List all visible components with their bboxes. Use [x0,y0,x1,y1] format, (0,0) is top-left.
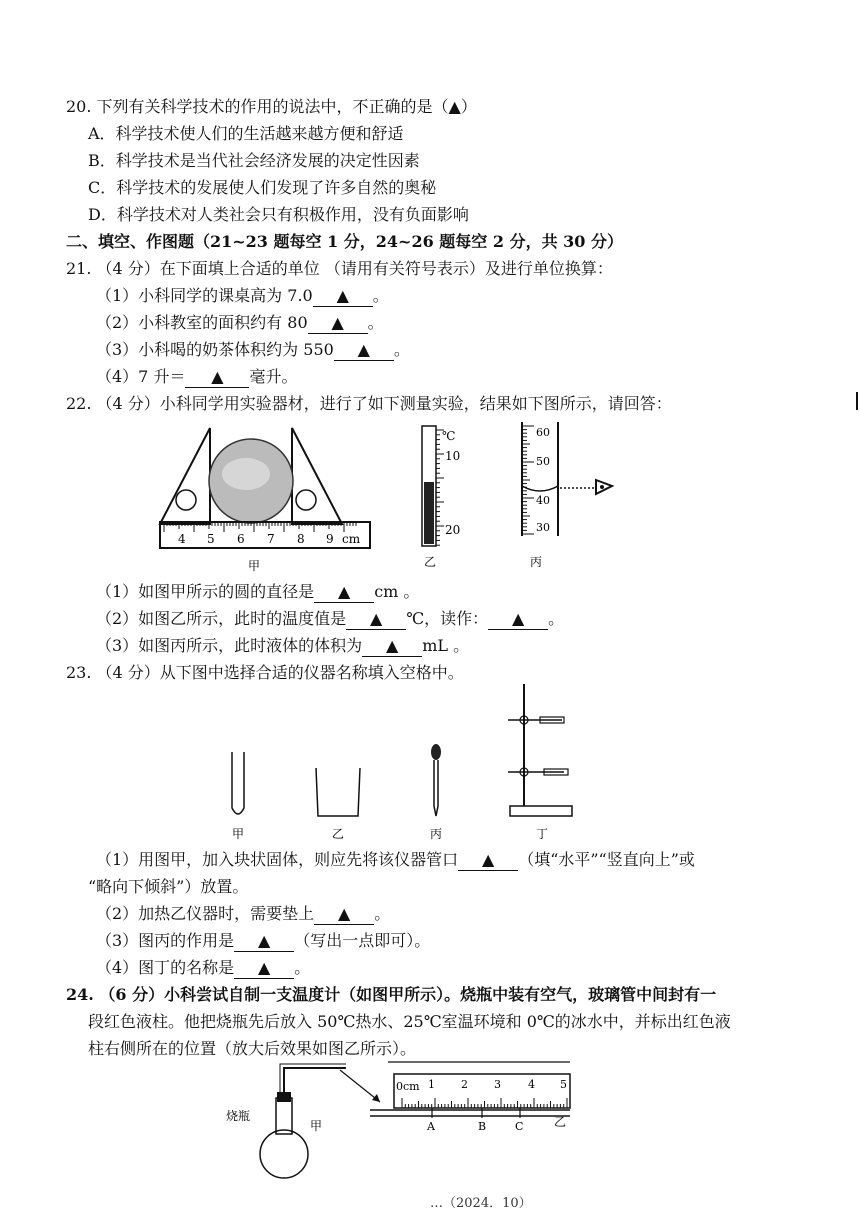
answer-blank[interactable]: ▲ [488,609,548,630]
answer-blank[interactable]: ▲ [185,367,249,388]
q24-figure [220,1058,580,1184]
scale-tick-label: 1 [428,1078,435,1091]
answer-blank[interactable]: ▲ [458,850,518,871]
answer-blank[interactable]: ▲ [308,313,368,334]
cylinder-tick-label: 60 [536,426,550,439]
q24-line-1: 24. （6 分）小科尝试自制一支温度计（如图甲所示）。烧瓶中装有空气，玻璃管中间封有一 [66,985,717,1004]
q23-item-1-cont: “略向下倾斜”）放置。 [88,877,249,896]
figure-label-yi: 乙 [554,1115,567,1129]
dropper-icon [430,744,442,841]
q23-item-3: （3）图丙的作用是 ▲ （写出一点即可）。 [96,931,431,950]
figure-label-yi: 乙 [424,555,437,569]
iron-stand-icon [508,684,572,841]
figure-label-jia: 甲 [232,827,245,841]
ruler-tick-label: 8 [297,532,305,546]
q24-line-2: 段红色液柱。他把烧瓶先后放入 50℃热水、25℃室温环境和 0℃的冰水中，并标出红色液 [88,1012,731,1031]
scale-tick-label: 5 [560,1078,567,1091]
q24-line-3: 柱右侧所在的位置（放大后效果如图乙所示）。 [88,1039,417,1058]
scale-tick-label: 2 [461,1078,468,1091]
thermo-tick-label: 20 [445,523,461,537]
flask-icon [260,1130,308,1178]
cylinder-tick-label: 30 [536,521,550,534]
ruler-tick-label: 7 [267,532,275,546]
figure-label-yi: 乙 [332,827,345,841]
point-b-label: B [478,1120,487,1133]
test-tube-icon [232,752,244,841]
answer-blank[interactable]: ▲ [314,582,374,603]
footer-text: …（2024．10） [430,1196,532,1211]
q23-item-4: （4）图丁的名称是 ▲ 。 [96,958,311,977]
q21-item-3: （3）小科喝的奶茶体积约为 550 ▲ 。 [96,340,410,359]
q20-option-b: B．科学技术是当代社会经济发展的决定性因素 [88,151,420,170]
edge-mark [856,392,858,410]
cylinder-figure [522,422,612,569]
q22-item-3: （3）如图丙所示，此时液体的体积为 ▲ mL 。 [96,636,470,655]
q22-item-1: （1）如图甲所示的圆的直径是 ▲ cm 。 [96,582,420,601]
thermometer-figure [422,426,460,569]
q21-stem: 21. （4 分）在下面填上合适的单位 （请用有关符号表示）及进行单位换算： [66,259,613,278]
answer-blank[interactable]: ▲ [234,958,294,979]
ruler-figure [160,428,370,573]
section-title: 二、填空、作图题（21~23 题每空 1 分，24~26 题每空 2 分，共 30 分） [66,232,623,251]
q20-option-d: D．科学技术对人类社会只有积极作用，没有负面影响 [88,205,469,224]
thermo-unit: ℃ [442,429,456,443]
answer-blank[interactable]: ▲ [234,931,294,952]
answer-blank[interactable]: ▲ [313,286,373,307]
q23-item-1: （1）用图甲，加入块状固体，则应先将该仪器管口 ▲ （填“水平”“竖直向上”或 [96,850,695,869]
figure-label-ding: 丁 [536,827,549,841]
scale-tick-label: 4 [528,1078,535,1091]
point-c-label: C [515,1120,524,1133]
q21-item-1: （1）小科同学的课桌高为 7.0 ▲ 。 [96,286,389,305]
scale-figure [370,1062,570,1133]
answer-blank[interactable]: ▲ [362,636,422,657]
figure-label-bing: 丙 [530,555,543,569]
ruler-tick-label: 5 [207,532,215,546]
figure-label-jia: 甲 [310,1119,323,1133]
answer-blank[interactable]: ▲ [334,340,394,361]
zoom-arrow [340,1070,380,1102]
figure-label-bing: 丙 [430,827,443,841]
beaker-icon [316,768,360,841]
point-a-label: A [427,1120,435,1133]
ruler-tick-label: 4 [178,532,186,546]
q20-option-c: C．科学技术的发展使人们发现了许多自然的奥秘 [88,178,437,197]
q23-figure [210,680,590,845]
ruler-tick-label: 6 [237,532,245,546]
flask-label: 烧瓶 [226,1109,251,1123]
cylinder-tick-label: 40 [536,494,550,507]
q22-item-2: （2）如图乙所示，此时的温度值是 ▲ ℃，读作： ▲ 。 [96,609,565,628]
q22-figure [150,420,630,580]
q20-stem: 20. 下列有关科学技术的作用的说法中，不正确的是（▲） [66,97,477,116]
flask-figure [226,1064,380,1178]
q21-item-4: （4）7 升＝ ▲ 毫升。 [96,367,298,386]
scale-tick-label: 3 [494,1078,501,1091]
thermo-tick-label: 10 [445,449,461,463]
ruler-tick-label: 9 [326,532,334,546]
q23-stem: 23. （4 分）从下图中选择合适的仪器名称填入空格中。 [66,663,464,682]
scale-tick-label: 0cm [396,1080,420,1093]
ruler-unit-label: cm [342,532,361,546]
answer-blank[interactable]: ▲ [314,904,374,925]
q20-option-a: A．科学技术使人们的生活越来越方便和舒适 [88,124,404,143]
cylinder-tick-label: 50 [536,455,550,468]
q22-stem: 22. （4 分）小科同学用实验器材，进行了如下测量实验，结果如下图所示，请回答： [66,394,672,413]
q23-item-2: （2）加热乙仪器时，需要垫上 ▲ 。 [96,904,391,923]
answer-blank[interactable]: ▲ [346,609,406,630]
q21-item-2: （2）小科教室的面积约有 80 ▲ 。 [96,313,384,332]
figure-label-jia: 甲 [248,559,261,573]
